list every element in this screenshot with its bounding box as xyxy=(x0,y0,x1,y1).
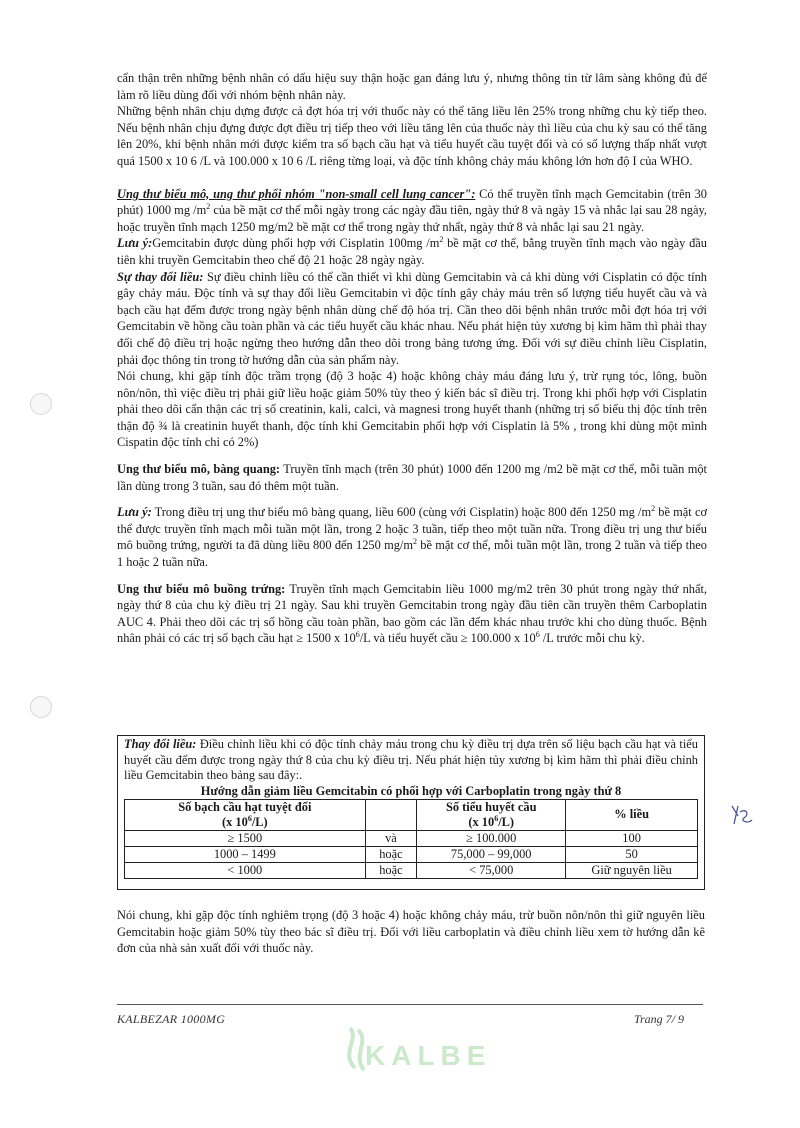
header-dose-percent: % liều xyxy=(566,799,698,830)
paragraph-nsclc: Ung thư biểu mô, ung thư phổi nhóm "non-small cell lung cancer": Có thể truyền tĩnh mạch Gemcitabin (trên 30 phút) 1000 mg $/m^2$ của bề mặt cơ thể mỗi ngày trong các ngày đầu tiên, ngày thứ 8 và ngày 15 và nhắc lại sau 28 ngày, hoặc truyền tĩnh mạch 1250 mg/m2 bề mặt cơ thể trong ngày thứ nhất, ngày thứ 8 và nhắc lại sau 21 ngày. xyxy=(117,186,707,234)
paragraph-note-cisplatin: Lưu ý:Gemcitabin được dùng phối hợp với Cisplatin 100mg $/m^2$ bề mặt cơ thể, bằng truyền tĩnh mạch vào ngày đầu tiên khi truyền Gemcitabin theo chế độ 21 hoặc 28 ngày ngày. xyxy=(117,235,707,267)
note-label: Lưu ý: xyxy=(117,236,153,251)
footer-page-number: Trang 7/ 9 xyxy=(633,1012,684,1026)
paragraph-general-severe: Nói chung, khi gặp độc tính nghiêm trọng (độ 3 hoặc 4) hoặc không chảy máu, trừ buồn nôn/nôn thì giữ nguyên liều Gemcitabin hoặc giảm 50% tùy theo bác sĩ điều trị. Đối với liều carboplatin và điều chỉnh liều xem tờ hướng dẫn kê đơn của nhà sản xuất đối với thuốc này. xyxy=(117,908,705,956)
paragraph-dose-change: Sự thay đổi liều: Sự điều chỉnh liều có thể cần thiết vì khi dùng Gemcitabin và cả khi dùng với Cisplatin có độc tính gây chảy máu. Độc tính và sự thay đổi liều Gemcitabin vì độc tính gây chảy máu trên số lượng tiểu huyết cầu và và bạch cầu hạt đếm được trong ngày bệnh nhân dùng chế độ hóa trị. Cần theo dõi bệnh nhân trước mỗi đợt hóa trị với Gemcitabin về hồng cầu toàn phần và các tiểu huyết cầu khác nhau. Nếu phát hiện tủy xương bị kìm hãm thì phải thay đổi chế độ điều trị hoặc ngừng theo hướng dẫn theo dõi trong bảng tương ứng. Đối với sự điều chỉnh liều Cisplatin, phải đọc thông tin trong tờ hướng dẫn của sản phẩm này. xyxy=(117,269,708,367)
punch-hole-bottom xyxy=(30,696,52,718)
punch-hole-top xyxy=(30,393,52,415)
table-header-row xyxy=(125,799,698,830)
paragraph-bladder: Ung thư biểu mô, bàng quang: Truyền tĩnh mạch (trên 30 phút) 1000 đến 1200 mg /m2 bề mặt cơ thể, mỗi tuần một lần dùng trong 3 tuần, sau đó thêm một tuần. xyxy=(117,462,707,493)
paragraph-ovarian: Ung thư biểu mô buồng trứng: Truyền tĩnh mạch Gemcitabin liều 1000 mg/m2 trên 30 phút trong ngày thứ nhất, ngày thứ 8 của chu kỳ điều trị 21 ngày. Sau khi truyền Gemcitabin trong ngày đầu tiên cần truyền thêm Carboplatin AUC 4. Phải theo dõi các trị số hồng cầu toàn phần, bao gồm các lần đếm khác nhau trước khi cho dùng thuốc. Bệnh nhân phải có các trị số bạch cầu hạt ≥ 1500 x $10^6/L$ và tiểu huyết cầu ≥ 100.000 x $10^6$ /L trước mỗi chu kỳ. xyxy=(117,581,707,646)
header-granulocytes: Số bạch cầu hạt tuyệt đối (x $10^6/L$) xyxy=(125,799,366,830)
note-label: Lưu ý: xyxy=(117,505,152,520)
footer-divider xyxy=(117,1004,703,1005)
paragraph-general-toxicity: Nói chung, khi gặp tính độc trầm trọng (độ 3 hoặc 4) hoặc không chảy máu đáng lưu ý, trừ rụng tóc, lông, buồn nôn/nôn, thì việc điều trị phải giữ liều hoặc giảm 50% tùy theo ý kiến bác sĩ điều trị. Trong khi phối hợp với Cisplatin phải theo dõi cẩn thận các trị số creatinin, kali, calci, và magnesi trong huyết thanh (những trị số biểu thị độc tính trên thận độ ¾ là creatinin huyết thanh, độc tính khi Gemcitabin phối hợp với Cisplatin là 5% , trong khi dùng một mình Cispatin độc tính chỉ có 2%) xyxy=(117,369,707,450)
handwritten-initials xyxy=(728,802,756,828)
header-operator xyxy=(365,799,417,830)
paragraph-dose-increase: Những bệnh nhân chịu dựng được cả đợt hóa trị với thuốc này có thể tăng liều lên 25% trong những chu kỳ tiếp theo. Nếu bệnh nhân chịu đựng được đợt điều trị tiếp theo với liều tăng lên của thuốc này thì liều của chu kỳ sau có thể tăng lên 20%, khi bệnh nhân mới được kiểm tra số bạch cầu hạt và tiểu huyết cầu tuyệt đối và có số lượng thấp nhất vượt quá 1500 x 10 6 /L và 100.000 x 10 6 /L riêng từng loại, và độc tính không chảy máu không lớn hơn độ I của WHO. xyxy=(117,104,707,168)
dose-reduction-table xyxy=(124,799,698,879)
ovarian-heading: Ung thư biểu mô buồng trứng: xyxy=(117,581,286,596)
nsclc-heading: Ung thư biểu mô, ung thư phổi nhóm "non-small cell lung cancer": xyxy=(117,186,476,201)
footer-product-name: KALBEZAR 1000MG xyxy=(117,1012,226,1026)
table-title: Hướng dẫn giảm liều Gemcitabin có phối hợp với Carboplatin trong ngày thứ 8 xyxy=(200,783,622,798)
header-platelets: Số tiểu huyết cầu (x $10^6/L$) xyxy=(417,799,566,830)
table-row: 1000 – 1499 hoặc 75,000 – 99,000 50 xyxy=(125,846,698,862)
table-row: ≥ 1500 và ≥ 100.000 100 xyxy=(125,830,698,846)
table-row: < 1000 hoặc < 75,000 Giữ nguyên liều xyxy=(125,862,698,878)
watermark-text: KALBE xyxy=(365,1040,492,1071)
dose-change-label: Sự thay đổi liều: xyxy=(117,269,204,284)
paragraph-intro: cẩn thận trên những bệnh nhân có dấu hiệu suy thận hoặc gan đáng lưu ý, nhưng thông tin từ lâm sàng không đủ để làm rõ liều dùng đối với nhóm bệnh nhân này. xyxy=(117,71,707,102)
dose-adjustment-box xyxy=(117,735,705,890)
bladder-heading: Ung thư biểu mô, bàng quang: xyxy=(117,462,281,477)
paragraph-note-bladder: Lưu ý: Trong điều trị ung thư biểu mô bàng quang, liều 600 (cùng với Cisplatin) hoặc 800 đến 1250 mg $/m^2$ bề mặt cơ thể được truyền tĩnh mạch mỗi tuần một lần, trong 2 hoặc 3 tuần, tiếp theo một tuần nữa. Trong điều trị ung thư biểu mô buồng trứng, người ta đã dùng liều 800 đến 1250 $mg/m^2$ bề mặt cơ thể, mỗi tuần một lần, trong 2 tuần và tiếp theo 1 hoặc 2 tuần nữa. xyxy=(117,504,707,570)
body-text xyxy=(117,70,707,647)
box-intro: Thay đổi liều: Điều chỉnh liều khi có độc tính chảy máu trong chu kỳ điều trị dựa trên số liệu bạch cầu hạt và tiểu huyết cầu đếm được trong ngày thứ 8 của chu kỳ điều trị. Nếu phát hiện tủy xương bị kìm hãm thì phải điều chỉnh liều Gemcitabin theo bảng sau đây:. xyxy=(124,737,699,782)
box-label: Thay đổi liều: xyxy=(124,737,197,751)
